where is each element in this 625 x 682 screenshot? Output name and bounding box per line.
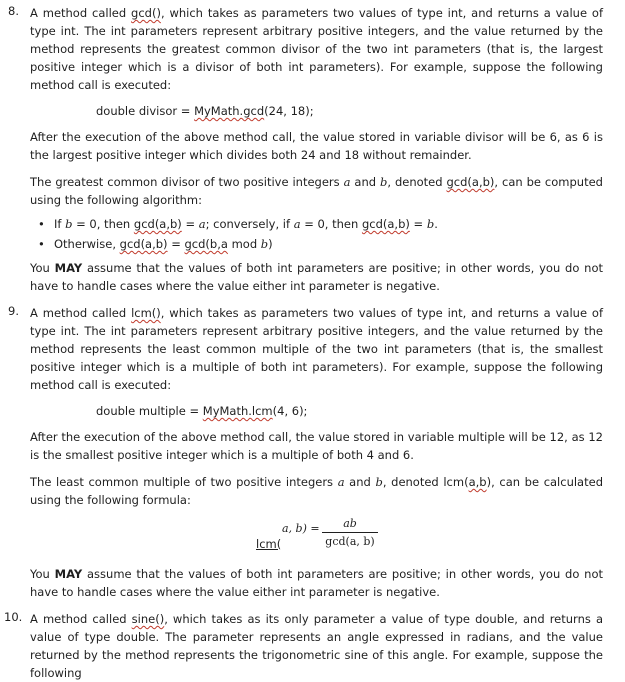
question-number: 8. (8, 4, 19, 18)
q9-code-example: double multiple = MyMath.lcm(4, 6); (96, 404, 308, 418)
formula-lcm-label: lcm( (256, 537, 282, 551)
q8-assumption: You MAY assume that the values of both int parameters are positive; in other words, you do not have to handle cases where the value either int parameter is negative. (30, 261, 603, 293)
question-9 (0, 304, 625, 601)
list-item: • Otherwise, gcd(a,b) = gcd(b,a mod b) (30, 235, 603, 253)
q9-assumption: You MAY assume that the values of both int parameters are positive; in other words, you do not have to handle cases where the value either int parameter is negative. (30, 567, 603, 599)
q9-intro: A method called lcm(), which takes as parameters two values of type int, and returns a value of type int. The int parameters represent arbitrary positive integers, and the value returned by the method represents the least common multiple of the two int parameters (that is, the smallest positive integer which is a multiple of both int parameters). For example, suppose the following method call is executed: (30, 306, 603, 392)
q8-intro: A method called gcd(), which takes as parameters two values of type int, and returns a value of type int. The int parameters represent arbitrary positive integers, and the value returned by the method represents the greatest common divisor of the two int parameters (that is, the largest positive integer which is a divisor of both int parameters). For example, suppose the following method call is executed: (30, 6, 603, 92)
q9-formula-intro: The least common multiple of two positive integers a and b, denoted lcm(a,b), can be calculated using the following formula: (30, 475, 603, 507)
mymath-gcd-call: MyMath.gcd (194, 104, 265, 118)
sine-method-name: sine() (131, 612, 165, 626)
q10-intro: A method called sine(), which takes as its only parameter a value of type double, and returns a value of type double. The parameter represents an angle expressed in radians, and the value returned by the method represents the trigonometric sine of this angle. For example, suppose the following (30, 612, 603, 680)
lcm-method-name: lcm() (131, 306, 161, 320)
list-item: • If b = 0, then gcd(a,b) = a; conversely, if a = 0, then gcd(a,b) = b. (30, 215, 603, 233)
formula-fraction (322, 517, 378, 548)
question-number: 9. (8, 304, 19, 318)
q8-explanation: After the execution of the above method call, the value stored in variable divisor will be 6, as 6 is the largest positive integer which divides both 24 and 18 without remainder. (30, 130, 603, 162)
formula-numerator: ab (322, 517, 378, 533)
question-8 (0, 4, 625, 295)
question-10 (0, 610, 625, 682)
gcd-method-name: gcd() (131, 6, 161, 20)
q9-explanation: After the execution of the above method call, the value stored in variable multiple will be 12, as 12 is the smallest positive integer which is a multiple of both 4 and 6. (30, 430, 603, 462)
q8-algorithm-list (30, 215, 603, 253)
mymath-lcm-call: MyMath.lcm (202, 404, 273, 418)
formula-denominator: gcd(a, b) (325, 535, 375, 548)
q8-code-example: double divisor = MyMath.gcd(24, 18); (96, 104, 314, 118)
q8-algorithm-intro: The greatest common divisor of two positive integers a and b, denoted gcd(a,b), can be computed using the following algorithm: (30, 175, 603, 207)
lcm-formula (30, 515, 603, 561)
formula-args: a, b) = (282, 522, 320, 535)
question-number: 10. (4, 610, 23, 624)
